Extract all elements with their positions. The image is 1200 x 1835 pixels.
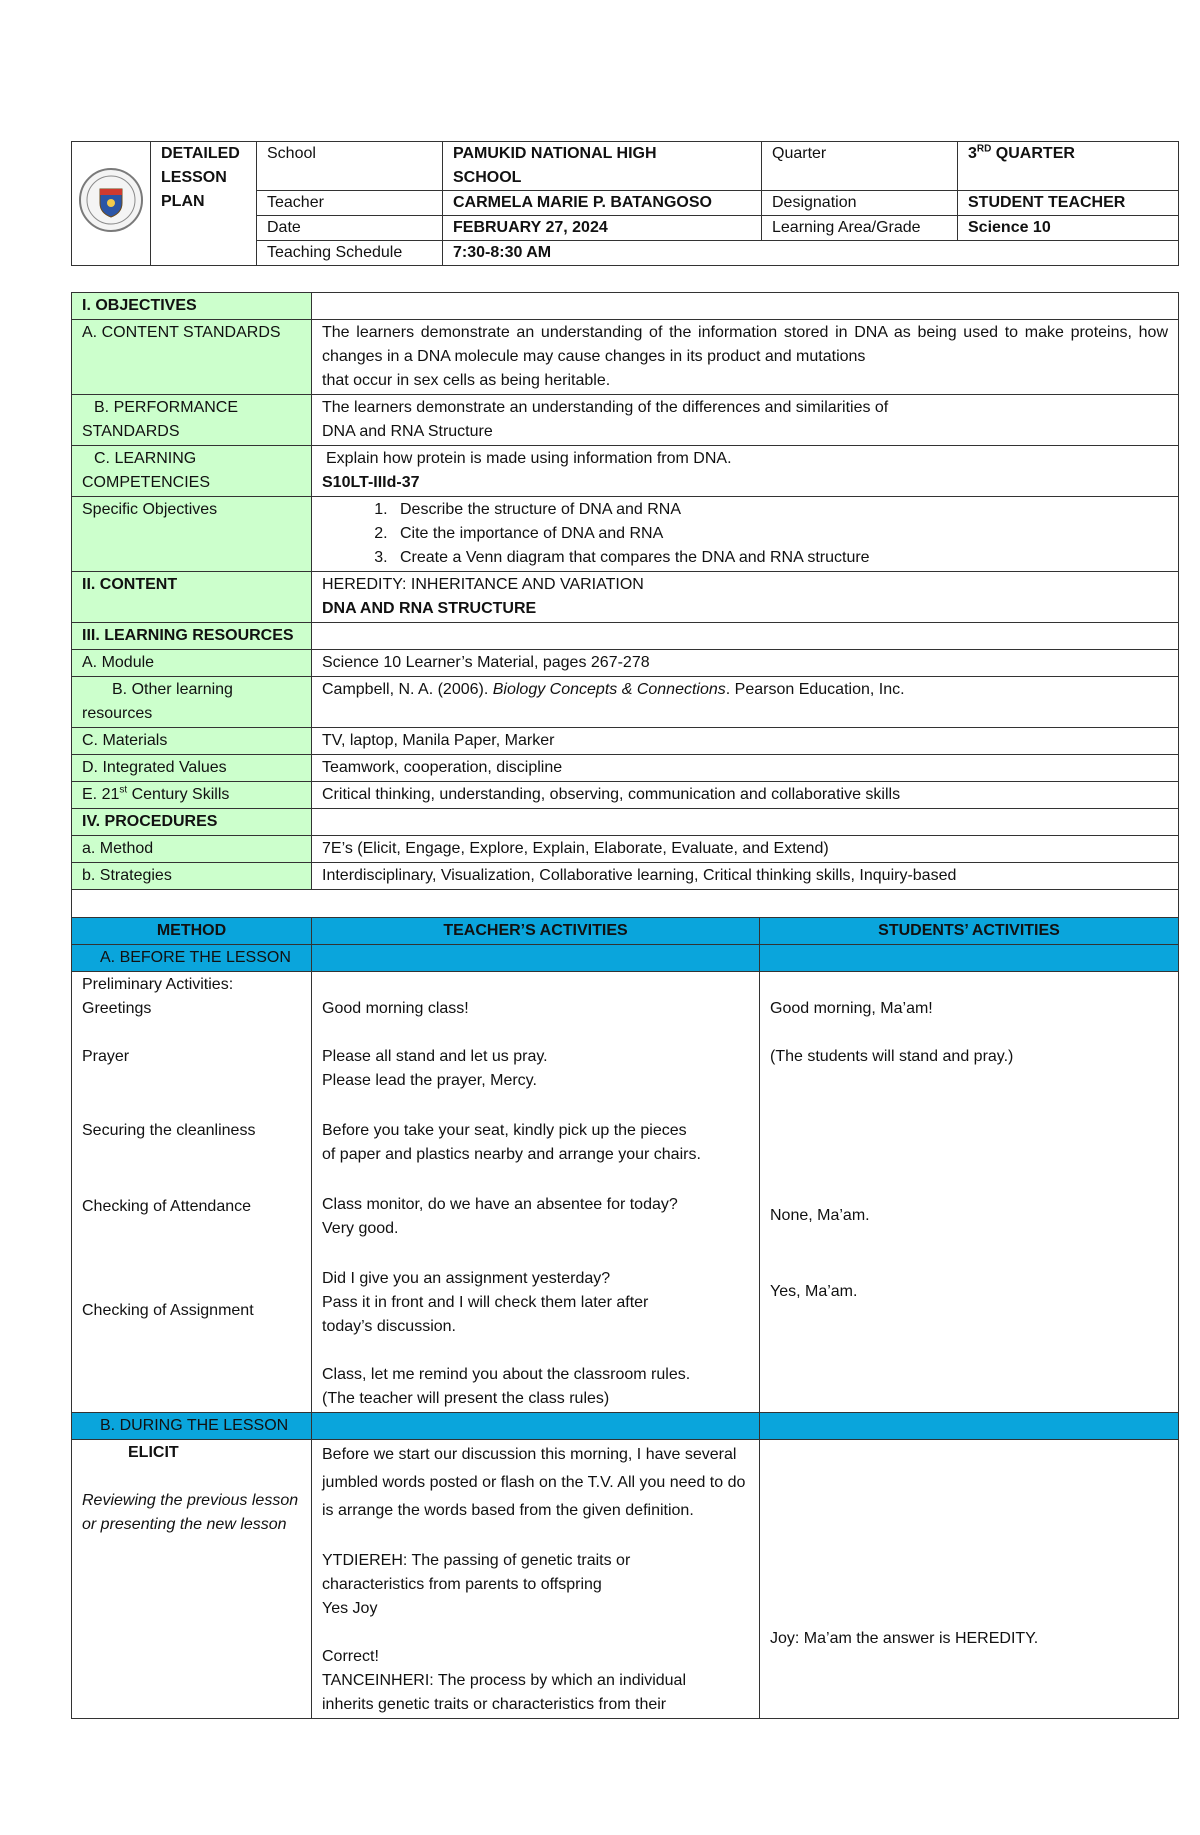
procedures-empty [312,809,1179,836]
method-value: 7E’s (Elicit, Engage, Explore, Explain, Elaborate, Evaluate, and Extend) [312,836,1179,863]
school-value: PAMUKID NATIONAL HIGH SCHOOL [443,142,762,191]
area-value: Science 10 [958,216,1179,241]
resources-heading: III. LEARNING RESOURCES [72,623,312,650]
during-lesson-heading: B. DURING THE LESSON [72,1413,312,1440]
during-empty-2 [760,1413,1179,1440]
before-empty-2 [760,945,1179,972]
values-label: D. Integrated Values [72,755,312,782]
procedures-heading: IV. PROCEDURES [72,809,312,836]
col-students: STUDENTS’ ACTIVITIES [760,918,1179,945]
schedule-value: 7:30-8:30 AM [443,241,1179,266]
skills-label: E. 21st Century Skills [72,782,312,809]
list-item: 1. Describe the structure of DNA and RNA [392,498,1168,522]
method-label: a. Method [72,836,312,863]
competencies-text: Explain how protein is made using information from DNA. S10LT-IIId-37 [312,446,1179,497]
values-value: Teamwork, cooperation, discipline [312,755,1179,782]
skills-value: Critical thinking, understanding, observing, communication and collaborative skills [312,782,1179,809]
resources-empty [312,623,1179,650]
list-item: 2. Cite the importance of DNA and RNA [392,522,1168,546]
col-method: METHOD [72,918,312,945]
quarter-value: 3RD QUARTER [958,142,1179,191]
during-methods: ELICIT Reviewing the previous lesson or presenting the new lesson [72,1440,312,1719]
objectives-empty [312,293,1179,320]
col-teacher: TEACHER’S ACTIVITIES [312,918,760,945]
module-label: A. Module [72,650,312,677]
strategies-label: b. Strategies [72,863,312,890]
schedule-label: Teaching Schedule [257,241,443,266]
content-standards-text: The learners demonstrate an understanding of the information stored in DNA as being used to make proteins, how changes in a DNA molecule may cause changes in its product and mutations that occur in sex cells as being heritable. [312,320,1179,395]
before-teacher: Good morning class! Please all stand and let us pray. Please lead the prayer, Mercy. Before you take your seat, kindly pick up the pieces of paper and plastics nearby and arrange your chairs. Class monitor, do we have an absentee for today? Very good. Did I give you an assignment yesterday? Pass it in front and I will check them later after today’s discussion. Class, let me remind you about the classroom rules. (The teacher will present the class rules) [312,972,760,1413]
during-teacher: Before we start our discussion this morning, I have several jumbled words posted or flash on the T.V. All you need to do is arrange the words based from the given definition. YTDIEREH: The passing of genetic traits or characteristics from parents to offspring Yes Joy Correct! TANCEINHERI: The process by which an individual inherits genetic traits or characteristics from their [312,1440,760,1719]
performance-standards-label: B. PERFORMANCE STANDARDS [72,395,312,446]
before-lesson-heading: A. BEFORE THE LESSON [72,945,312,972]
content-topic: HEREDITY: INHERITANCE AND VARIATION DNA AND RNA STRUCTURE [312,572,1179,623]
during-empty [312,1413,760,1440]
module-value: Science 10 Learner’s Material, pages 267-278 [312,650,1179,677]
performance-standards-text: The learners demonstrate an understanding of the differences and similarities of DNA and RNA Structure [312,395,1179,446]
before-methods: Preliminary Activities: Greetings Prayer Securing the cleanliness Checking of Attendance Checking of Assignment [72,972,312,1413]
date-label: Date [257,216,443,241]
lesson-plan-table [71,292,1179,1719]
designation-label: Designation [762,191,958,216]
designation-value: STUDENT TEACHER [958,191,1179,216]
before-empty [312,945,760,972]
materials-value: TV, laptop, Manila Paper, Marker [312,728,1179,755]
school-label: School [257,142,443,191]
objectives-heading: I. OBJECTIVES [72,293,312,320]
logo-cell [72,142,151,266]
materials-label: C. Materials [72,728,312,755]
deped-seal-icon [78,167,144,233]
list-item: 3. Create a Venn diagram that compares the DNA and RNA structure [392,546,1168,570]
plan-title: DETAILED LESSON PLAN [151,142,257,266]
specific-objectives-list [312,497,1179,572]
date-value: FEBRUARY 27, 2024 [443,216,762,241]
teacher-value: CARMELA MARIE P. BATANGOSO [443,191,762,216]
content-standards-label: A. CONTENT STANDARDS [72,320,312,395]
other-resources-value: Campbell, N. A. (2006). Biology Concepts & Connections. Pearson Education, Inc. [312,677,1179,728]
content-heading: II. CONTENT [72,572,312,623]
teacher-label: Teacher [257,191,443,216]
header-table [71,141,1179,266]
before-students: Good morning, Ma’am! (The students will stand and pray.) None, Ma’am. Yes, Ma’am. [760,972,1179,1413]
quarter-label: Quarter [762,142,958,191]
specific-objectives-label: Specific Objectives [72,497,312,572]
strategies-value: Interdisciplinary, Visualization, Collaborative learning, Critical thinking skills, Inquiry-based [312,863,1179,890]
area-label: Learning Area/Grade [762,216,958,241]
other-resources-label: B. Other learning resources [72,677,312,728]
spacer-row [72,890,1179,918]
competencies-label: C. LEARNING COMPETENCIES [72,446,312,497]
during-students: Joy: Ma’am the answer is HEREDITY. [760,1440,1179,1719]
